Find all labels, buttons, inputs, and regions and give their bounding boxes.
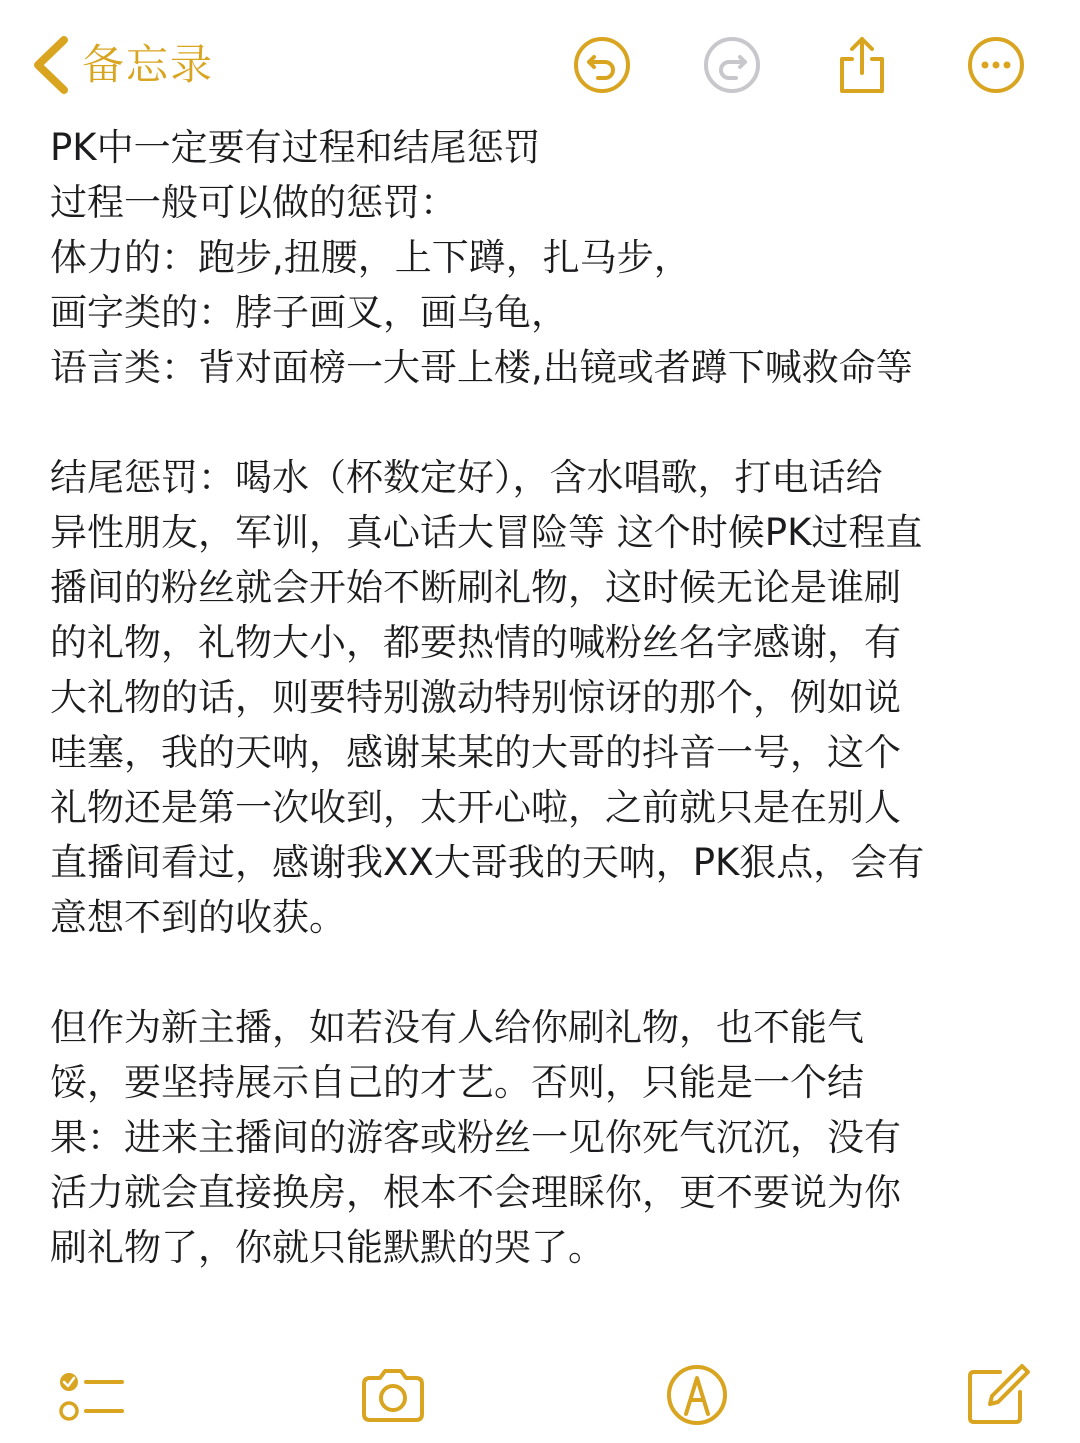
compose-icon — [962, 1360, 1032, 1430]
note-line: 画字类的：脖子画叉，画乌龟， — [50, 291, 568, 334]
undo-button[interactable] — [572, 35, 632, 95]
note-line: 体力的：跑步,扭腰，上下蹲，扎马步， — [50, 236, 691, 279]
note-line: 刷礼物了，你就只能默默的哭了。 — [50, 1226, 605, 1269]
undo-icon — [572, 35, 632, 95]
note-line: 哇塞，我的天呐，感谢某某的大哥的抖音一号，这个 — [50, 731, 901, 774]
checklist-button[interactable] — [56, 1360, 126, 1430]
chevron-left-icon — [28, 30, 74, 100]
paragraph-gap — [50, 395, 1040, 450]
note-line: 馁，要坚持展示自己的才艺。否则，只能是一个结 — [50, 1061, 864, 1104]
note-line: PK中一定要有过程和结尾惩罚 — [50, 126, 541, 169]
redo-icon — [702, 35, 762, 95]
note-line: 大礼物的话，则要特别激动特别惊讶的那个，例如说 — [50, 676, 901, 719]
camera-button[interactable] — [358, 1360, 428, 1430]
bottom-toolbar — [0, 1350, 1080, 1443]
share-icon — [832, 35, 892, 95]
redo-button[interactable] — [702, 35, 762, 95]
note-line: 但作为新主播，如若没有人给你刷礼物，也不能气 — [50, 1006, 864, 1049]
note-body[interactable] — [50, 120, 1040, 1275]
note-line: 直播间看过，感谢我XX大哥我的天呐，PK狠点，会有 — [50, 841, 925, 884]
note-line: 过程一般可以做的惩罚： — [50, 181, 457, 224]
note-line: 意想不到的收获。 — [50, 896, 346, 939]
note-line: 语言类：背对面榜一大哥上楼,出镜或者蹲下喊救命等 — [50, 346, 913, 389]
note-line: 礼物还是第一次收到，太开心啦，之前就只是在别人 — [50, 786, 901, 829]
markup-button[interactable] — [662, 1360, 732, 1430]
back-label: 备忘录 — [82, 40, 215, 89]
markup-icon — [662, 1360, 732, 1430]
note-line: 播间的粉丝就会开始不断刷礼物，这时候无论是谁刷 — [50, 566, 901, 609]
note-line: 异性朋友，军训，真心话大冒险等 这个时候PK过程直 — [50, 511, 923, 554]
note-line: 果：进来主播间的游客或粉丝一见你死气沉沉，没有 — [50, 1116, 901, 1159]
paragraph-gap — [50, 945, 1040, 1000]
note-line: 的礼物，礼物大小，都要热情的喊粉丝名字感谢，有 — [50, 621, 901, 664]
back-button[interactable] — [28, 30, 214, 100]
note-line: 活力就会直接换房，根本不会理睬你，更不要说为你 — [50, 1171, 901, 1214]
checklist-icon — [56, 1360, 126, 1430]
note-line: 结尾惩罚：喝水（杯数定好），含水唱歌，打电话给 — [50, 456, 883, 499]
more-button[interactable] — [966, 35, 1026, 95]
more-icon — [966, 35, 1026, 95]
navigation-bar — [0, 0, 1080, 120]
compose-button[interactable] — [962, 1360, 1032, 1430]
camera-icon — [358, 1360, 428, 1430]
share-button[interactable] — [832, 35, 892, 95]
